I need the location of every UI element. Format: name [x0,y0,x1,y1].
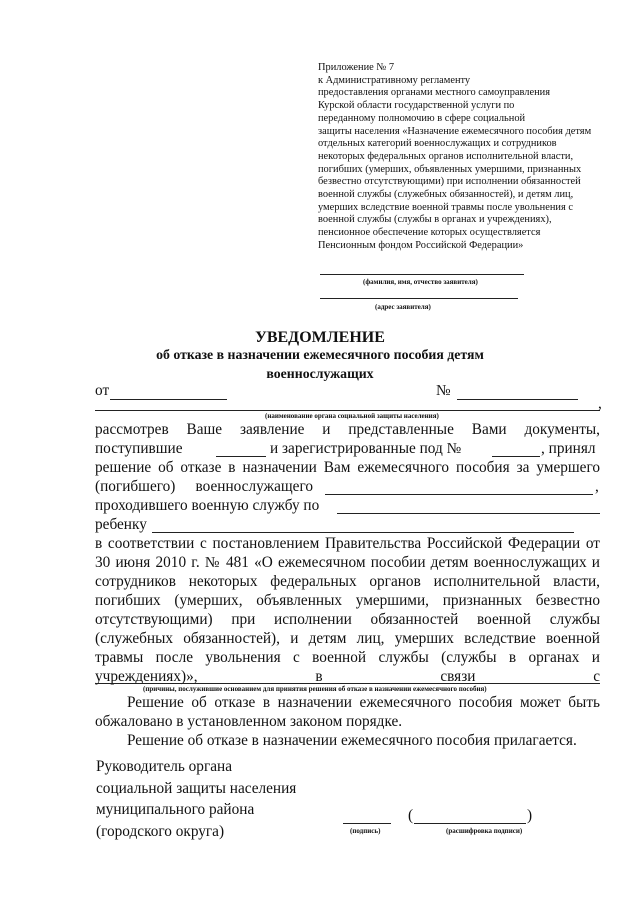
registration-number-line[interactable] [492,456,540,457]
appendix-block [318,62,591,253]
appeal-line-2: обжаловано в установленном законом порядке. [95,713,403,730]
body-line-12: (служебных обязанностей), и детям лиц, умерших вследствие военной [95,630,600,647]
body-line-3: решение об отказе в назначении Вам ежемесячного пособия за умершего [95,459,600,476]
signer-line: муниципального района [96,801,255,818]
decoding-caption: (расшифровка подписи) [446,827,523,835]
appendix-line: военной службы (служебных обязанностей), и детям лиц, [318,189,574,201]
appendix-line: защиты населения «Назначение ежемесячного пособия детям [318,125,592,137]
appendix-line: к Административному регламенту [318,74,471,86]
number-field-line[interactable] [457,399,578,400]
body-line-4-start: (погибшего) военнослужащего [95,478,313,495]
appendix-line: военной службы (службы в органах и учреждениях), [318,214,552,226]
serviceman-name-line[interactable] [325,494,593,495]
organization-line[interactable] [95,410,600,411]
document-title: УВЕДОМЛЕНИЕ [255,329,385,346]
body-line-2-end: , принял [541,440,596,457]
body-line-9: сотрудников некоторых федеральных органов исполнительной власти, [95,573,600,590]
appendix-line: отдельных категорий военнослужащих и сотрудников [318,138,557,150]
organization-caption: (наименование органа социальной защиты населения) [265,412,439,420]
child-name-line[interactable] [152,532,574,533]
applicant-address-line[interactable] [320,298,518,299]
appendix-line: безвестно отсутствующими) при исполнении обязанностей [318,176,581,188]
signer-block [96,756,296,842]
appendix-line: Приложение № 7 [318,62,395,73]
applicant-address-caption: (адрес заявителя) [375,303,431,311]
attached-line: Решение об отказе в назначении ежемесячного пособия прилагается. [127,732,577,749]
document-subtitle-line1: об отказе в назначении ежемесячного пособия детям [156,347,484,362]
applicant-name-caption: (фамилия, имя, отчество заявителя) [363,278,478,286]
body-line-4-comma: , [595,478,599,495]
body-line-11: отсутствующими) при исполнении обязанностей военной службы [95,611,600,628]
appendix-line: предоставления органами местного самоуправления [318,87,551,99]
signature-line[interactable] [343,823,391,824]
reasons-caption: (причины, послужившие основанием для принятия решения об отказе в назначении ежемесячного пособия) [143,685,487,693]
body-line-6-start: ребенку [95,516,147,533]
from-label: от [95,382,110,399]
appendix-line: переданному полномочию в сфере социальной [318,112,526,124]
decoding-paren-close: ) [527,807,533,824]
appendix-line: некоторых федеральных органов исполнительной власти, [318,150,574,162]
body-line-1: рассмотрев Ваше заявление и представленные Вами документы, [95,421,600,438]
body-line-10: погибших (умерших, объявленных умершими, признанных безвестно [95,592,600,609]
body-line-5-start: проходившего военную службу по [95,497,320,514]
appendix-line: Курской области государственной услуги по [318,100,515,112]
number-label: № [436,382,451,399]
appeal-line-1: Решение об отказе в назначении ежемесячного пособия может быть [127,694,600,711]
appendix-line: пенсионное обеспечение которых осуществляется [318,227,541,239]
signer-line: Руководитель органа [96,758,232,775]
decoding-paren-open: ( [408,807,414,824]
appendix-line: погибших (умерших, объявленных умершими, признанных [318,163,582,175]
applicant-name-line[interactable] [320,274,524,275]
body-line-8: 30 июня 2010 г. № 481 «О ежемесячном пособии детям военнослужащих и [95,554,600,571]
signature-decoding-line[interactable] [414,823,526,824]
body-line-7: в соответствии с постановлением Правительства Российской Федерации от [95,535,600,552]
signer-line: (городского округа) [96,822,225,840]
body-line-2-start: поступившие [95,440,183,457]
body-line-2-middle: и зарегистрированные под № [270,440,462,457]
appendix-line: Пенсионным фондом Российской Федерации» [318,239,524,251]
reasons-line[interactable] [95,683,600,684]
service-type-line[interactable] [337,513,600,514]
organization-comma: , [598,395,602,412]
document-subtitle-line2: военнослужащих [266,366,374,381]
signature-caption: (подпись) [350,827,381,835]
body-line-13: травмы после увольнения с военной службы (службы в органах и [95,649,600,666]
date-field-line[interactable] [110,399,227,400]
appendix-line: умерших вследствие военной травмы после увольнения с [318,201,573,213]
signer-line: социальной защиты населения [96,779,297,797]
body-line-14: учреждениях)», в связи с [95,668,600,685]
received-date-line[interactable] [216,456,266,457]
